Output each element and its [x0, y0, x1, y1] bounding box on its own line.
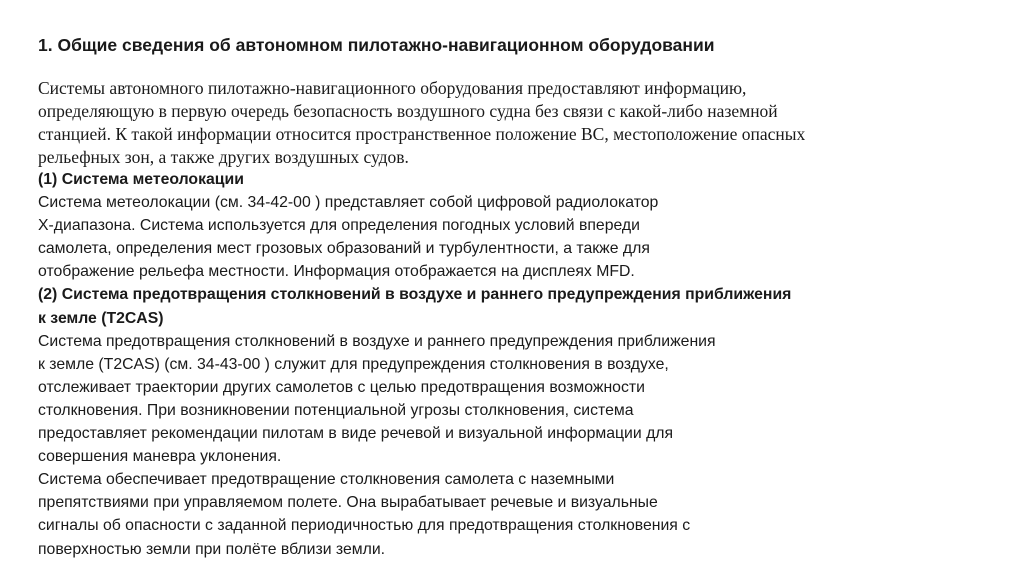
section-2-title: к земле (T2CAS) — [38, 309, 164, 327]
intro-line: рельефных зон, а также других воздушных судов. — [38, 147, 409, 167]
section-2-title: (2) Система предотвращения столкновений в воздухе и раннего предупреждения приближения — [38, 286, 792, 304]
section-2-line: сигналы об опасности с заданной периодичностью для предотвращения столкновения с — [38, 517, 691, 535]
section-2-line: Система предотвращения столкновений в воздухе и раннего предупреждения приближения — [38, 332, 716, 350]
intro-line: определяющую в первую очередь безопасность воздушного судна без связи с какой-либо наземной — [38, 101, 778, 121]
page-title: 1. Общие сведения об автономном пилотажно-навигационном оборудовании — [38, 35, 715, 55]
section-1-line: X-диапазона. Система используется для определения погодных условий впереди — [38, 217, 640, 235]
section-2-line: поверхностью земли при полёте вблизи земли. — [38, 540, 386, 558]
section-2-line: совершения маневра уклонения. — [38, 448, 282, 466]
section-2-line: к земле (T2CAS) (см. 34-43-00 ) служит для предупреждения столкновения в воздухе, — [38, 355, 669, 373]
section-2-line: Система обеспечивает предотвращение столкновения самолета с наземными — [38, 471, 615, 489]
body-text — [38, 168, 998, 561]
intro-paragraph — [38, 77, 998, 169]
intro-line: Системы автономного пилотажно-навигационного оборудования предоставляют информацию, — [38, 78, 747, 98]
section-2-line: препятствиями при управляемом полете. Она вырабатывает речевые и визуальные — [38, 494, 658, 512]
intro-line: станцией. К такой информации относится пространственное положение ВС, местоположение опасных — [38, 124, 806, 144]
section-1-line: Система метеолокации (см. 34-42-00 ) представляет собой цифровой радиолокатор — [38, 194, 659, 212]
section-1-title: (1) Система метеолокации — [38, 171, 244, 188]
section-2-line: отслеживает траектории других самолетов с целью предотвращения возможности — [38, 378, 645, 396]
section-1-line: отображение рельефа местности. Информация отображается на дисплеях MFD. — [38, 263, 635, 281]
section-1-line: самолета, определения мест грозовых образований и турбулентности, а также для — [38, 240, 650, 258]
section-2-line: столкновения. При возникновении потенциальной угрозы столкновения, система — [38, 401, 634, 419]
section-2-line: предоставляет рекомендации пилотам в виде речевой и визуальной информации для — [38, 425, 674, 443]
